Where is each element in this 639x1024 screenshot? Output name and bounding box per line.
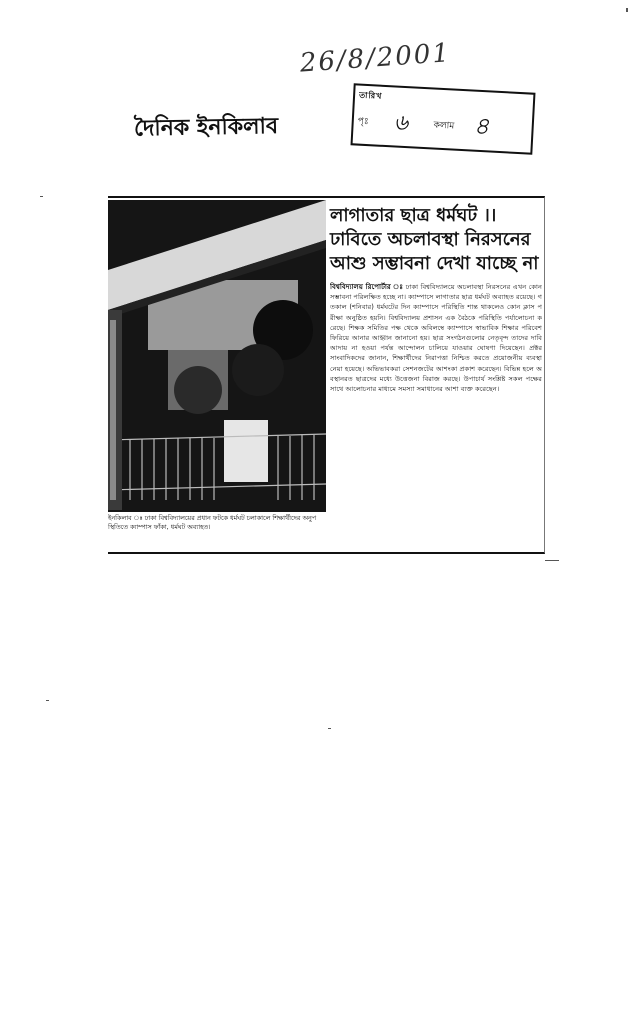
- article-dateline: বিশ্ববিদ্যালয় রিপোর্টার ঃ: [330, 283, 404, 291]
- gate-photo-drawing: [108, 200, 326, 512]
- gate-photo: [108, 200, 326, 512]
- stamp-page-label: পৃঃ: [357, 116, 369, 128]
- article-headline: লাগাতার ছাত্র ধর্মঘট ।। ঢাবিতে অচলাবস্থা নিরসনের আশু সম্ভাবনা দেখা যাচ্ছে না: [330, 205, 539, 274]
- photo-caption: ইনকিলাব ঃ ঢাকা বিশ্ববিদ্যালয়ের প্রধান ফটকে ধর্মঘট চলাকালে শিক্ষার্থীদের অনুপস্থিতিতে ক্যাম্পাস ফাঁকা, ধর্মঘট অব্যাহত।: [108, 514, 317, 531]
- scan-speck: [328, 728, 331, 729]
- stamp-date-label: তারিখ: [358, 90, 383, 101]
- stamp-column-value: ৪: [472, 111, 490, 141]
- stamp-column-label: কলাম: [433, 120, 455, 132]
- news-clipping: [108, 196, 545, 554]
- scan-speck: [626, 8, 628, 12]
- stamp-page-value: ৬: [393, 110, 409, 137]
- handwritten-date: 26/8/2001: [298, 38, 452, 79]
- scan-speck: [40, 196, 43, 197]
- newspaper-name: দৈনিক ইনকিলাব: [133, 113, 279, 142]
- scan-speck: [545, 560, 559, 561]
- reference-stamp: [351, 83, 536, 154]
- article-body: [330, 282, 542, 548]
- article-text: ঢাকা বিশ্ববিদ্যালয়ে অচলাবস্থা নিরসনের এখন কোন সম্ভাবনা পরিলক্ষিত হচ্ছে না। ক্যাম্পাসে লাগাতার ছাত্র ধর্মঘট অব্যাহত রয়েছে। গতকাল (শনিবার) ধর্মঘটের দিন ক্যাম্পাসে পরিস্থিতি শান্ত থাকলেও কোন ক্লাস পরীক্ষা অনুষ্ঠিত হয়নি। বিশ্ববিদ্যালয় প্রশাসন এক বৈঠকে পরিস্থিতি পর্যালোচনা করেছে। শিক্ষক সমিতির পক্ষ থেকে অবিলম্বে ক্যাম্পাসে স্বাভাবিক শিক্ষার পরিবেশ ফিরিয়ে আনার আহ্বান জানানো হয়। ছাত্র সংগঠনগুলোর নেতৃবৃন্দ তাদের দাবি আদায় না হওয়া পর্যন্ত আন্দোলন চালিয়ে যাওয়ার ঘোষণা দিয়েছেন। প্রক্টর সাংবাদিকদের জানান, শিক্ষার্থীদের নিরাপত্তা নিশ্চিত করতে প্রয়োজনীয় ব্যবস্থা নেয়া হয়েছে। অভিভাবকরা সেশনজটের আশংকা প্রকাশ করেছেন। বিভিন্ন হলে অবস্থানরত ছাত্রদের মধ্যে উত্তেজনা বিরাজ করছে। উপাচার্য সংশ্লিষ্ট সকল পক্ষের সাথে আলোচনার মাধ্যমে সমস্যা সমাধানের আশা ব্যক্ত করেছেন।: [330, 283, 542, 394]
- scan-speck: [46, 700, 49, 701]
